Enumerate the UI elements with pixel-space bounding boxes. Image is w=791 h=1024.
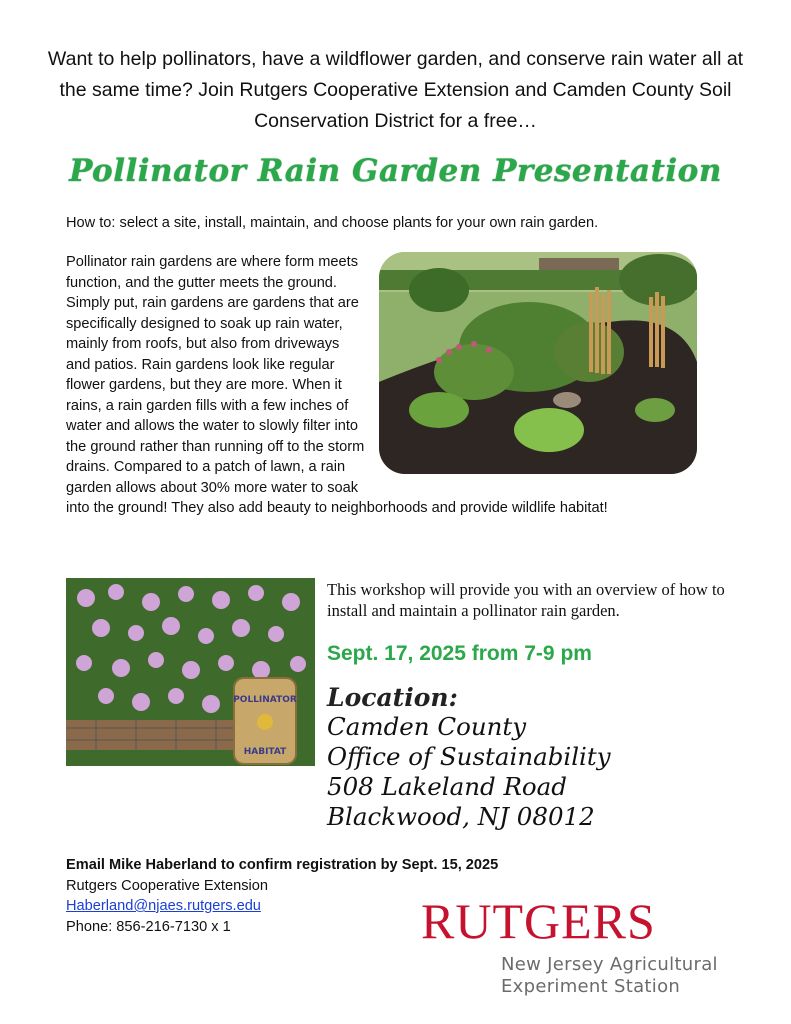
- logo-subtitle-2: Experiment Station: [501, 976, 681, 997]
- logo-subtitle-1: New Jersey Agricultural: [501, 954, 718, 975]
- rain-garden-photo: [379, 252, 697, 474]
- body-paragraph: Pollinator rain gardens are where form meets function, and the gutter meets the ground. Simply put, rain gardens are gardens that are specifically designed to soak up rain water, mainly from roofs, but also from driveways and patios. Rain gardens look like regular flower gardens, but they are more. When it rains, a rain garden fills with a few inches of water and allows the water to slowly filter into the ground rather than running off to the storm drains. Compared to a patch of lawn, a rain garden allows about 30% more water to soak into the ground! They also add beauty to neighborhoods and provide wildlife habitat!: [66, 254, 608, 516]
- event-date: Sept. 17, 2025 from 7-9 pm: [327, 642, 592, 665]
- location-line-3: 508 Lakeland Road: [327, 772, 567, 801]
- contact-phone: Phone: 856-216-7130 x 1: [66, 918, 231, 935]
- intro-paragraph: Want to help pollinators, have a wildflower garden, and conserve rain water all at the same time? Join Rutgers Cooperative Extension and Camden County Soil Conservation District for a free…: [47, 48, 744, 132]
- registration-note: Email Mike Haberland to confirm registration by Sept. 15, 2025: [66, 857, 499, 873]
- rutgers-wordmark: RUTGERS: [421, 893, 656, 949]
- contact-org: Rutgers Cooperative Extension: [66, 877, 268, 894]
- location-label: Location:: [327, 683, 458, 712]
- bee-balm-photo: [66, 578, 315, 766]
- sign-line1: POLLINATOR: [233, 695, 297, 705]
- sign-line2: HABITAT: [243, 747, 287, 757]
- location-line-4: Blackwood, NJ 08012: [327, 802, 595, 831]
- howto-line: How to: select a site, install, maintain, and choose plants for your own rain garden.: [66, 215, 599, 231]
- workshop-description: This workshop will provide you with an overview of how to install and maintain a pollinator rain garden.: [327, 580, 725, 620]
- rutgers-logo: [403, 882, 759, 1008]
- location-line-2: Office of Sustainability: [327, 742, 611, 771]
- location-line-1: Camden County: [327, 712, 527, 741]
- page-title: Pollinator Rain Garden Presentation: [69, 153, 722, 189]
- contact-email-link[interactable]: Haberland@njaes.rutgers.edu: [66, 898, 261, 914]
